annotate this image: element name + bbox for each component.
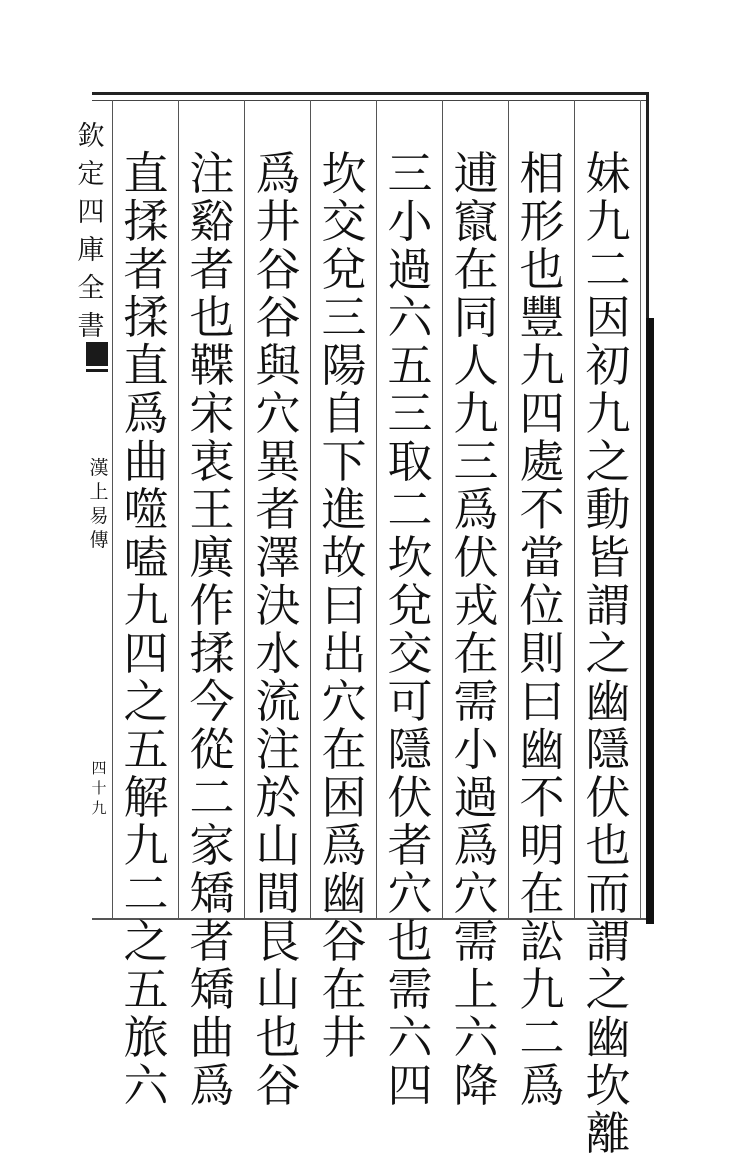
glyph: 曰 [519,675,565,728]
glyph: 逋 [453,147,499,200]
glyph: 交 [321,195,367,248]
glyph: 可 [387,675,433,728]
glyph: 穴 [255,387,301,440]
glyph: 九 [123,579,169,632]
margin-page-number [86,758,112,818]
glyph: 與 [255,339,301,392]
glyph: 六 [387,291,433,344]
glyph: 噬 [123,483,169,536]
glyph: 竄 [453,195,499,248]
glyph: 進 [321,483,367,536]
glyph: 三 [387,387,433,440]
glyph: 全 [77,273,105,304]
glyph: 在 [321,963,367,1016]
glyph: 二 [123,867,169,920]
glyph: 曲 [189,1011,235,1064]
glyph: 在 [519,867,565,920]
fishtail-line [86,369,108,372]
glyph: 四 [387,1059,433,1112]
column-rule [310,100,311,918]
column-rule [508,100,509,918]
glyph: 上 [89,481,109,503]
glyph: 漢 [89,457,109,479]
glyph: 艮 [255,915,301,968]
glyph: 谷 [255,243,301,296]
glyph: 謂 [585,915,631,968]
glyph: 九 [519,963,565,1016]
glyph: 欽 [77,121,105,152]
glyph: 四 [77,197,105,228]
glyph: 間 [255,867,301,920]
glyph: 谷 [255,291,301,344]
glyph: 注 [255,723,301,776]
glyph: 九 [91,799,107,817]
glyph: 爲 [519,1059,565,1112]
glyph: 之 [123,675,169,728]
glyph: 也 [255,1011,301,1064]
text-column-4 [378,147,442,1112]
glyph: 五 [387,339,433,392]
glyph: 矯 [189,867,235,920]
glyph: 從 [189,723,235,776]
glyph: 不 [519,771,565,824]
glyph: 初 [585,339,631,392]
glyph: 谷 [255,1059,301,1112]
glyph: 離 [585,1107,631,1160]
glyph: 謂 [585,579,631,632]
glyph: 曲 [123,435,169,488]
text-column-8 [114,147,178,1112]
glyph: 形 [519,195,565,248]
glyph: 者 [189,243,235,296]
glyph: 伏 [585,771,631,824]
column-rule [442,100,443,918]
glyph: 注 [189,147,235,200]
glyph: 三 [387,147,433,200]
glyph: 家 [189,819,235,872]
glyph: 取 [387,435,433,488]
glyph: 流 [255,675,301,728]
column-rule [574,100,575,918]
column-rule [244,100,245,918]
glyph: 妹 [585,147,631,200]
text-column-7 [180,147,244,1112]
glyph: 傳 [89,529,109,551]
glyph: 五 [123,963,169,1016]
glyph: 相 [519,147,565,200]
glyph: 谷 [321,915,367,968]
glyph: 也 [519,243,565,296]
glyph: 易 [89,505,109,527]
glyph: 二 [189,771,235,824]
text-column-2 [510,147,574,1112]
glyph: 三 [453,435,499,488]
glyph: 也 [387,915,433,968]
glyph: 出 [321,627,367,680]
glyph: 在 [453,627,499,680]
glyph: 六 [123,1059,169,1112]
glyph: 伏 [387,771,433,824]
glyph: 過 [387,243,433,296]
glyph: 不 [519,483,565,536]
text-column-5 [312,147,376,1064]
glyph: 九 [519,339,565,392]
glyph: 作 [189,579,235,632]
glyph: 九 [123,819,169,872]
glyph: 則 [519,627,565,680]
glyph: 穴 [387,867,433,920]
glyph: 下 [321,435,367,488]
glyph: 爲 [453,483,499,536]
glyph: 四 [519,387,565,440]
glyph: 爲 [453,819,499,872]
glyph: 九 [453,387,499,440]
glyph: 上 [453,963,499,1016]
frame-top-border [92,92,648,95]
glyph: 同 [453,291,499,344]
glyph: 衷 [189,435,235,488]
glyph: 兌 [387,579,433,632]
glyph: 九 [585,387,631,440]
glyph: 動 [585,483,631,536]
glyph: 五 [123,723,169,776]
glyph: 交 [387,627,433,680]
glyph: 也 [585,819,631,872]
glyph: 訟 [519,915,565,968]
glyph: 小 [387,195,433,248]
glyph: 坎 [387,531,433,584]
glyph: 坎 [321,147,367,200]
glyph: 降 [453,1059,499,1112]
glyph: 當 [519,531,565,584]
glyph: 之 [585,627,631,680]
glyph: 需 [453,675,499,728]
glyph: 谿 [189,195,235,248]
glyph: 山 [255,963,301,1016]
glyph: 需 [387,963,433,1016]
glyph: 皆 [585,531,631,584]
glyph: 嗑 [123,531,169,584]
glyph: 幽 [519,723,565,776]
glyph: 之 [123,915,169,968]
glyph: 爲 [123,387,169,440]
glyph: 二 [519,1011,565,1064]
text-column-6 [246,147,310,1112]
glyph: 穴 [321,675,367,728]
glyph: 水 [255,627,301,680]
glyph: 者 [189,915,235,968]
glyph: 決 [255,579,301,632]
glyph: 定 [77,159,105,190]
frame-right-inner-border [640,100,641,918]
glyph: 四 [123,627,169,680]
glyph: 者 [255,483,301,536]
glyph: 直 [123,147,169,200]
text-column-1 [576,147,640,1160]
glyph: 過 [453,771,499,824]
glyph: 者 [387,819,433,872]
glyph: 爲 [255,147,301,200]
glyph: 處 [519,435,565,488]
glyph: 在 [321,723,367,776]
glyph: 書 [77,311,105,342]
glyph: 廙 [189,531,235,584]
glyph: 幽 [321,867,367,920]
glyph: 幽 [585,1011,631,1064]
glyph: 在 [453,243,499,296]
glyph: 山 [255,819,301,872]
glyph: 故 [321,531,367,584]
glyph: 者 [123,243,169,296]
glyph: 井 [321,1011,367,1064]
glyph: 今 [189,675,235,728]
glyph: 二 [387,483,433,536]
glyph: 需 [453,915,499,968]
glyph: 解 [123,771,169,824]
glyph: 陽 [321,339,367,392]
glyph: 伏 [453,531,499,584]
fishtail-mark [86,342,108,366]
glyph: 庫 [77,235,105,266]
glyph: 自 [321,387,367,440]
glyph: 直 [123,339,169,392]
glyph: 異 [255,435,301,488]
glyph: 三 [321,291,367,344]
glyph: 六 [453,1011,499,1064]
glyph: 揉 [123,291,169,344]
glyph: 矯 [189,963,235,1016]
glyph: 戎 [453,579,499,632]
glyph: 王 [189,483,235,536]
margin-title [74,118,108,346]
glyph: 揉 [123,195,169,248]
glyph: 也 [189,291,235,344]
glyph: 隱 [387,723,433,776]
glyph: 兌 [321,243,367,296]
glyph: 人 [453,339,499,392]
glyph: 穴 [453,867,499,920]
glyph: 於 [255,771,301,824]
glyph: 位 [519,579,565,632]
glyph: 而 [585,867,631,920]
glyph: 隱 [585,723,631,776]
glyph: 宋 [189,387,235,440]
glyph: 明 [519,819,565,872]
glyph: 爲 [321,819,367,872]
glyph: 幽 [585,675,631,728]
column-rule [178,100,179,918]
glyph: 鞢 [189,339,235,392]
glyph: 小 [453,723,499,776]
glyph: 爲 [189,1059,235,1112]
frame-top-inner-border [92,100,648,101]
glyph: 二 [585,243,631,296]
column-rule [112,100,113,918]
glyph: 之 [585,435,631,488]
text-column-3 [444,147,508,1112]
glyph: 豐 [519,291,565,344]
glyph: 之 [585,963,631,1016]
glyph: 困 [321,771,367,824]
margin-book-title [86,456,112,552]
glyph: 因 [585,291,631,344]
column-rule [376,100,377,918]
glyph: 揉 [189,627,235,680]
glyph: 四 [91,759,107,777]
glyph: 六 [387,1011,433,1064]
glyph: 澤 [255,531,301,584]
glyph: 旅 [123,1011,169,1064]
binding-edge [646,318,654,924]
glyph: 井 [255,195,301,248]
glyph: 坎 [585,1059,631,1112]
glyph: 十 [91,779,107,797]
glyph: 曰 [321,579,367,632]
glyph: 九 [585,195,631,248]
